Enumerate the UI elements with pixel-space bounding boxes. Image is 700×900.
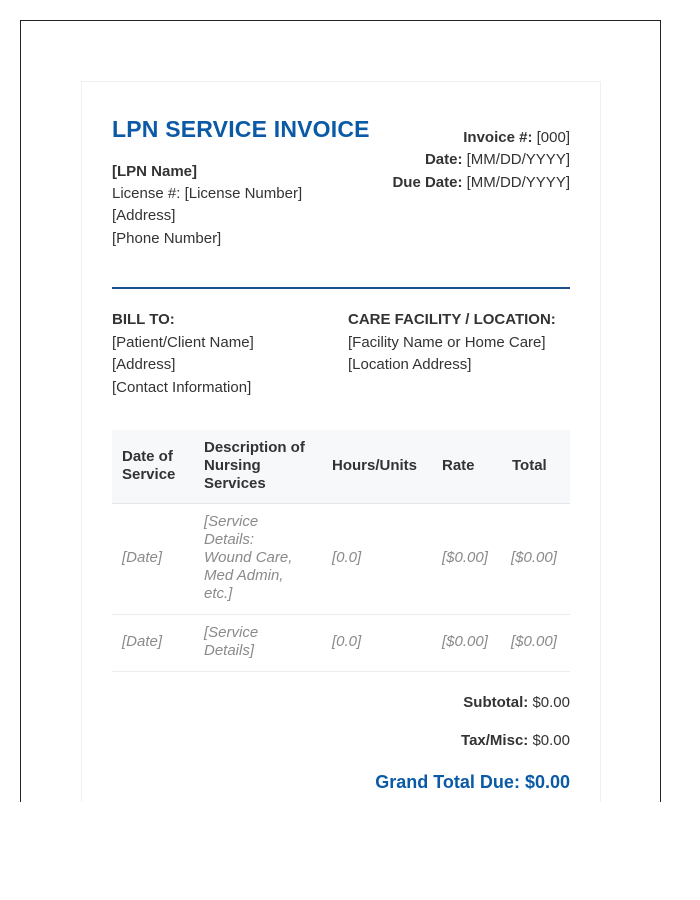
bill-to-heading: BILL TO: <box>112 311 175 328</box>
invoice-number-label: Invoice #: <box>463 129 533 146</box>
invoice-date-label: Date: <box>424 151 463 168</box>
row2-desc-line: Details] <box>204 642 255 659</box>
invoice-due-date <box>392 172 570 195</box>
provider-address: [Address] <box>112 207 176 224</box>
grand-total-line <box>375 772 570 793</box>
row1-date: [Date] <box>122 549 163 566</box>
header-desc-line3: Services <box>204 475 266 492</box>
bill-to-address: [Address] <box>112 356 176 373</box>
row-divider <box>112 671 570 672</box>
invoice-number-value: [000] <box>536 129 570 146</box>
due-date-value: [MM/DD/YYYY] <box>466 174 570 191</box>
header-date <box>122 448 175 484</box>
row1-desc-line: etc.] <box>204 585 233 602</box>
header-desc-line1: Description of <box>204 439 305 456</box>
license-label: License #: <box>112 185 181 202</box>
row1-hours: [0.0] <box>332 549 362 566</box>
provider-name-text: [LPN Name] <box>112 163 198 180</box>
header-rate: Rate <box>442 457 475 474</box>
header-date-line1: Date of <box>122 448 173 465</box>
provider-name <box>112 161 197 184</box>
row2-desc-line: [Service <box>204 624 259 641</box>
row1-desc-line: Med Admin, <box>204 567 284 584</box>
subtotal-value: $0.00 <box>532 694 570 711</box>
header-hours: Hours/Units <box>332 457 418 474</box>
due-date-label: Due Date: <box>392 174 463 191</box>
subtotal-line <box>463 694 570 711</box>
row1-desc-line: [Service <box>204 513 259 530</box>
header-divider <box>112 287 570 289</box>
row2-description <box>204 624 258 660</box>
tax-label: Tax/Misc: <box>461 732 529 749</box>
facility-name: [Facility Name or Home Care] <box>348 333 546 351</box>
bill-to-name: [Patient/Client Name] <box>112 333 254 351</box>
provider-phone: [Phone Number] <box>112 230 222 247</box>
tax-value: $0.00 <box>532 732 570 749</box>
invoice-date-value: [MM/DD/YYYY] <box>466 151 570 168</box>
header-description <box>204 439 305 493</box>
row2-date: [Date] <box>122 633 163 650</box>
tax-line <box>461 732 570 749</box>
invoice-title: LPN SERVICE INVOICE <box>112 116 370 142</box>
grand-total-label: Grand Total Due: <box>375 772 520 792</box>
row2-rate: [$0.00] <box>442 633 488 650</box>
row-divider <box>112 614 570 615</box>
provider-license <box>112 183 302 206</box>
row1-desc-line: Details: <box>204 531 255 548</box>
invoice-date <box>425 149 570 172</box>
header-date-line2: Service <box>122 466 176 483</box>
facility-heading: CARE FACILITY / LOCATION: <box>348 311 556 328</box>
header-desc-line2: Nursing <box>204 457 261 474</box>
row1-total: [$0.00] <box>511 549 557 566</box>
bill-to-block <box>112 309 254 399</box>
facility-address: [Location Address] <box>348 356 472 373</box>
license-value: [License Number] <box>184 185 303 202</box>
facility-block <box>348 309 556 377</box>
header-total: Total <box>512 457 547 474</box>
grand-total-value: $0.00 <box>524 772 570 792</box>
row1-description <box>204 513 292 603</box>
bill-to-contact: [Contact Information] <box>112 378 252 396</box>
row2-total: [$0.00] <box>511 633 557 650</box>
row1-desc-line: Wound Care, <box>204 549 293 566</box>
subtotal-label: Subtotal: <box>463 694 529 711</box>
row2-hours: [0.0] <box>332 633 362 650</box>
row1-rate: [$0.00] <box>442 549 488 566</box>
invoice-number <box>463 127 570 150</box>
